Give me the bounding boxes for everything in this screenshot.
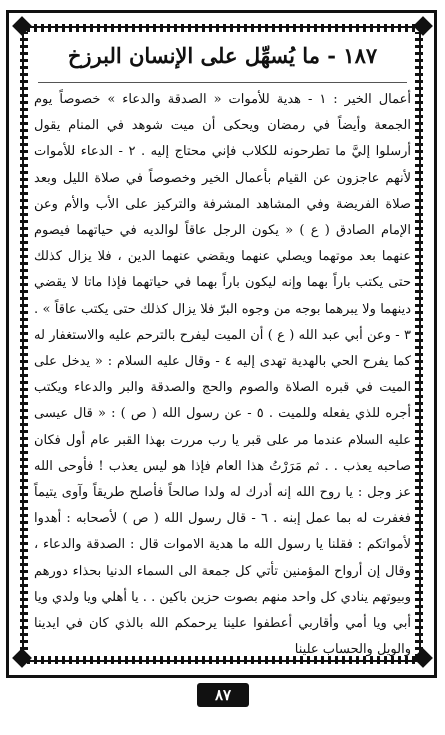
- page-content: [30, 30, 415, 658]
- section-title: ١٨٧ - ما يُسهِّل على الإنسان البرزخ: [67, 43, 378, 68]
- body-paragraph: أعمال الخير : ١ - هدية للأموات « الصدقة والدعاء » خصوصاً يوم الجمعة وأيضاً في رمضان ويحكى أن ميت شوهد في المنام يقول أرسلوا إليَّ ما تطرحونه للكلاب فإني محتاج إليه . ٢ - الدعاء للأموات لأنهم عاجزون عن القيام بأعمال الخير وخصوصاً في صلاة الليل وبعد صلاة الفريضة وفي المشاهد المشرفة والتركيز على الأب والأم وعن الإمام الصادق ( ع ) « يكون الرجل عاقاً لوالديه في حياتهما فيصوم عنهما بعد موتهما ويصلي عنهما ويقضي عنهما الدين ، فلا يزال كذلك حتى يكتب باراً بهما وإنه ليكون باراً بهما في حياتهما فإذا ماتا لا يقضي دينهما ولا يبرهما بوجه من وجوه البرّ فلا يزال كذلك حتى يكتب عاقاً » . ٣ - وعن أبي عبد الله ( ع ) أن الميت ليفرح بالترحم عليه والاستغفار له كما يفرح الحي بالهدية تهدى إليه ٤ - وقال عليه السلام : « يدخل على الميت في قبره الصلاة والصوم والحج والصدقة والبر والدعاء ويكتب أجره للذي يفعله وللميت . ٥ - عن رسول الله ( ص ) : « قال عيسى عليه السلام عندما مر على قبر يا رب مررت بهذا القبر عام أول فكان صاحبه يعذب . . ثم مَرَرْتُ هذا العام فإذا هو ليس يعذب ! فأوحى الله عز وجل : يا روح الله إنه أدرك له ولدا صالحاً فأصلح طريقاً وآوى يتيماً فغفرت له بما عمل إبنه . ٦ - قال رسول الله ( ص ) لأصحابه : أهدوا لأمواتكم : فقلنا يا رسول الله ما هدية الاموات قال : الصدقة والدعاء ، وقال إن أرواح المؤمنين تأتي كل جمعة الى السماء الدنيا بحذاء دورهم وبيوتهم ينادي كل واحد منهم بصوت حزين باكين . . يا أهلي ويا ولدي ويا أبي ويا أمي وأقاربي أعطفوا علينا يرحمكم الله بالذي كان في ايدينا والويل والحساب علينا: [34, 92, 412, 658]
- page-number: ٨٧: [197, 683, 249, 707]
- title-divider: [38, 82, 407, 83]
